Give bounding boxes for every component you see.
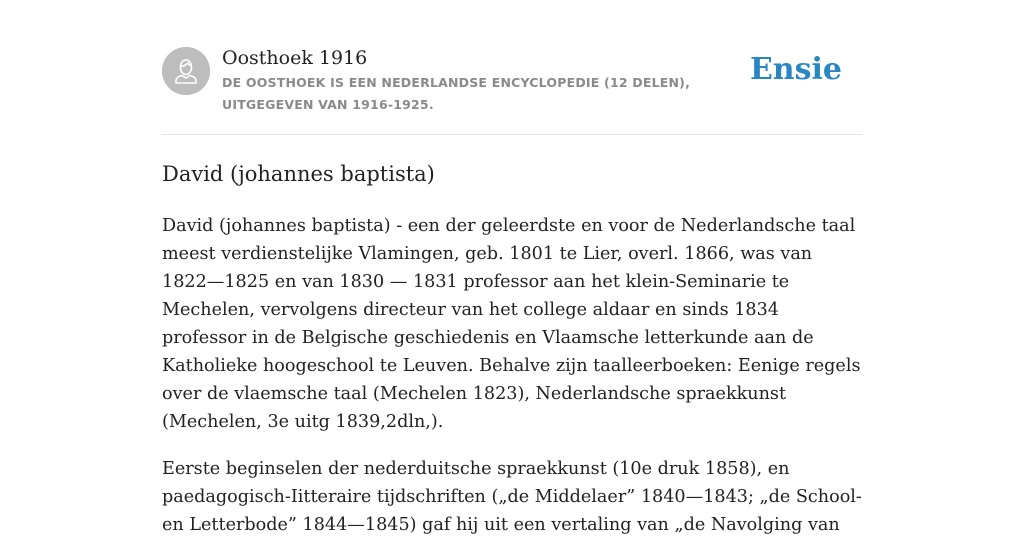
article-title: David (johannes baptista) <box>162 162 435 186</box>
user-icon <box>162 47 210 95</box>
source-title[interactable]: Oosthoek 1916 <box>222 47 368 69</box>
source-header <box>162 0 862 135</box>
source-description: DE OOSTHOEK IS EEN NEDERLANDSE ENCYCLOPEDIE (12 DELEN), UITGEGEVEN VAN 1916-1925. <box>222 75 691 112</box>
ensie-logo-link[interactable]: Ensie <box>749 52 842 87</box>
source-avatar[interactable] <box>162 47 210 95</box>
article-body <box>162 212 862 558</box>
article-paragraph-2: Eerste beginselen der nederduitsche spraekkunst (10e druk 1858), en paedagogisch-Iitteraire tijdschriften („de Middelaer” 1840—1843; „de School- en Letterbode” 1844—1845) gaf hij uit een vertaling van „de Navolging van <box>162 459 862 535</box>
article-paragraph-1: David (johannes baptista) - een der geleerdste en voor de Nederlandsche taal meest verdienstelijke Vlamingen, geb. 1801 te Lier, overl. 1866, was van 1822—1825 en van 1830 — 1831 professor aan het klein-Seminarie te Mechelen, vervolgens directeur van het college aldaar en sinds 1834 professor in de Belgische geschiedenis en Vlaamsche letterkunde aan de Katholieke hoogeschool te Leuven. Behalve zijn taalleerboeken: Eenige regels over de vlaemsche taal (Mechelen 1823), Nederlandsche spraekkunst (Mechelen, 3e uitg 1839,2dln,). <box>162 216 861 432</box>
content-container <box>162 0 862 535</box>
